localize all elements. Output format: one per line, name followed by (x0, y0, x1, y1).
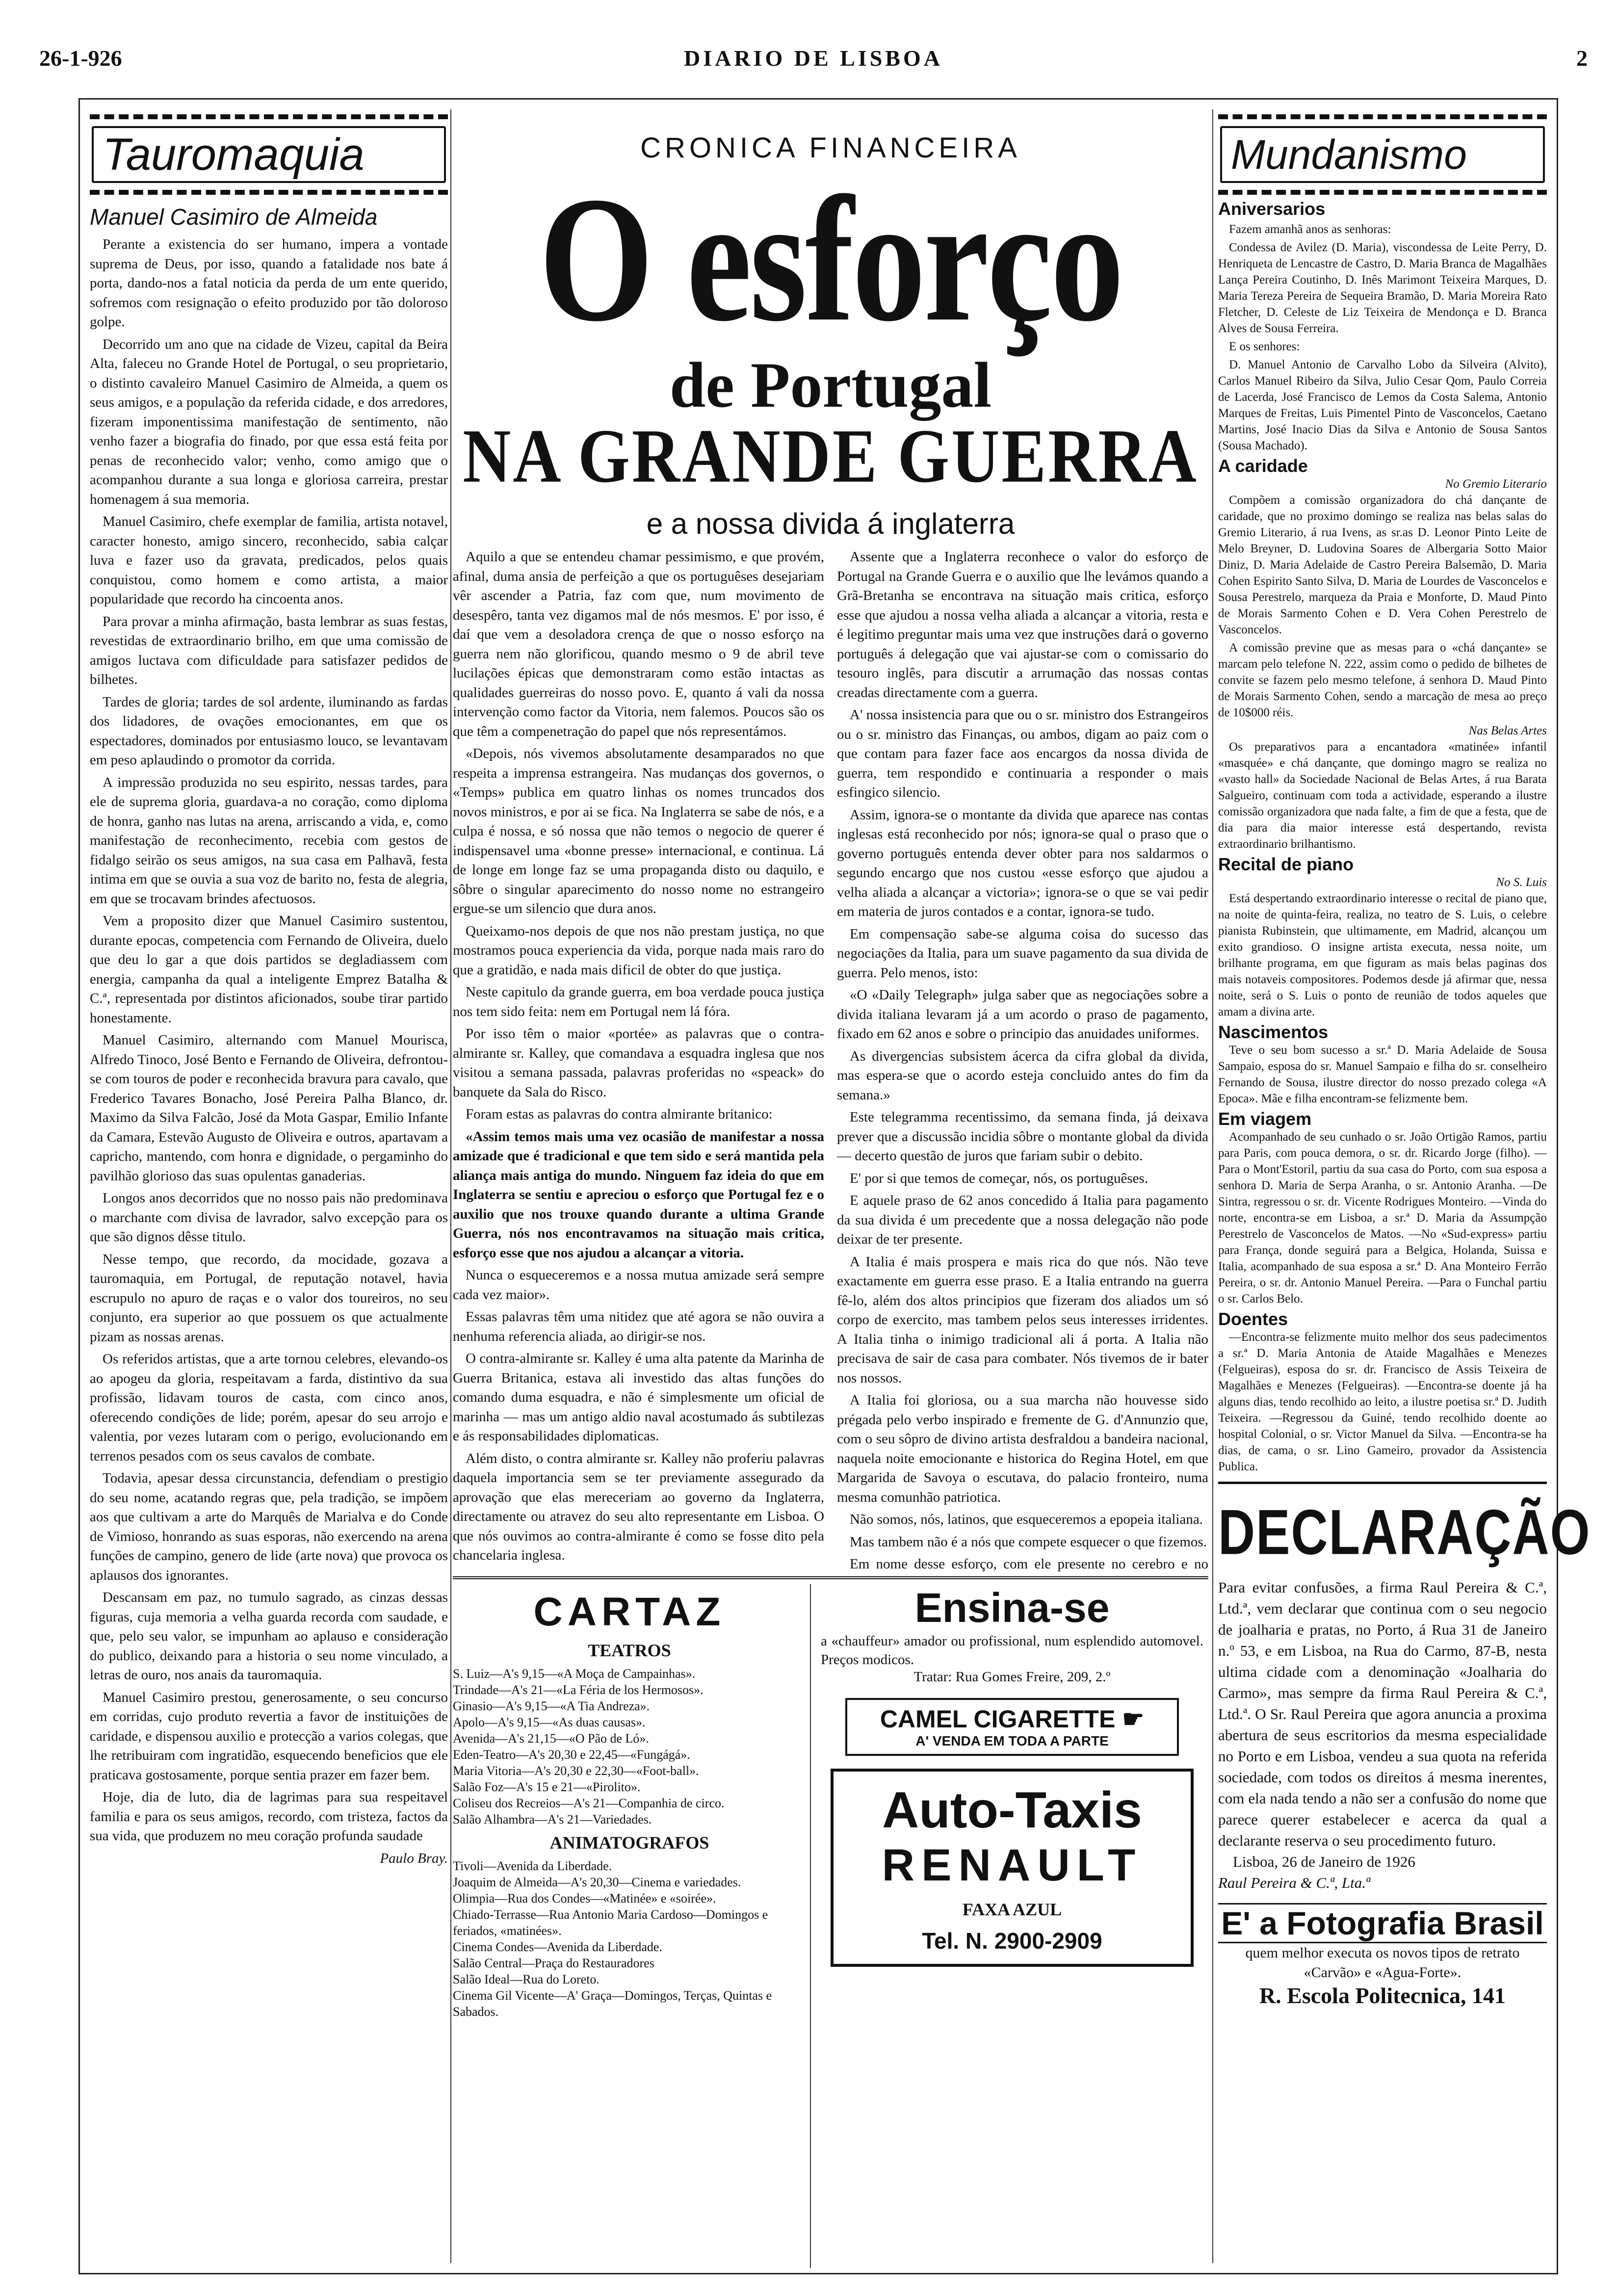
tauromaquia-byline: Manuel Casimiro de Almeida (90, 204, 378, 230)
declaracao-date: Lisboa, 26 de Janeiro de 1926 (1233, 1853, 1415, 1870)
paragraph: Todavia, apesar dessa circunstancia, defendiam o prestigio do seu nome, acatando regras que, pela tradição, se impõem aos que cultivam a arte do Marquês de Marialva e do Conde de Vimioso, honrando as suas esporas, não exercendo na arena funções de campino, genero de lide (arte nova) que provoca os aplausos dos ignorantes. (90, 1470, 448, 1583)
recital-place: No S. Luis (1496, 876, 1547, 889)
list-item: Ginasio—A's 9,15—«A Tia Andreza». (453, 1699, 650, 1713)
paragraph: A' nossa insistencia para que ou o sr. ministro dos Estrangeiros ou o sr. ministro das Finanças, ou ambos, digam ao paiz com o que contam para fazer face aos encargos da nossa divida de guerra, tem respondido e continuaria a responder o mais esfingico silencio. (837, 707, 1208, 800)
paragraph: E aquele praso de 62 anos concedido á Italia para pagamento da sua divida é um precedente que a nossa delegação não pode deixar de ter presente. (837, 1193, 1208, 1247)
paragraph: Aquilo a que se entendeu chamar pessimismo, e que provém, afinal, duma ansia de perfeição a que os portuguêses desejariam vêr ascender a Patria, faz com que, num movimento de desespêro, tanta vez digamos mal de nós mesmos. E' por isso, é daí que vem a desoladora crença de que o nosso esforço na guerra nem não glorificou, quando mesmo o 9 de abril teve lucilações épicas que demonstraram como estão intactas as qualidades guerreiras do nosso povo. E, quanto á vali da nossa intervenção como factor da Vitoria, nem falemos. Poucos são os que têm a compenetração do papel que nós representámos. (453, 549, 824, 739)
list-item: Avenida—A's 21,15—«O Pão de Ló». (453, 1731, 649, 1746)
list-item: Joaquim de Almeida—A's 20,30—Cinema e variedades. (453, 1875, 741, 1889)
mundanismo-section-box (1218, 114, 1547, 195)
list-item: Cinema Gil Vicente—A' Graça—Domingos, Terças, Quintas e Sabados. (453, 1988, 772, 2019)
tauromaquia-heading: Tauromaquia (92, 126, 446, 183)
paragraph: Manuel Casimiro, alternando com Manuel Mourisca, Alfredo Tinoco, José Bento e Fernando de Oliveira, defrontou-se com touros de poder e reconhecida bravura para cavalo, que Frederico Tavares Bonacho, José Pereira Palha Blanco, dr. Maximo da Silva Falcão, José da Mota Gaspar, Emilio Infante da Camara, Estevão Augusto de Oliveira e outros, apartavam a capricho, mantendo, com honra e dignidade, o pergaminho do pavilhão glorioso das suas opulentas ganaderias. (90, 1032, 448, 1184)
cronica-right-column (837, 548, 1208, 1596)
paragraph: E os senhores: (1229, 340, 1300, 353)
cartaz-title: CARTAZ (533, 1590, 726, 1634)
list-item: S. Luiz—A's 9,15—«A Moça de Campainhas». (453, 1667, 696, 1681)
doentes-heading: Doentes (1218, 1309, 1288, 1329)
paragraph: Nesse tempo, que recordo, da mocidade, gozava a tauromaquia, em Portugal, de reputação notavel, havia escrupulo no apuro de raças e o valor dos toureiros, no seu conjunto, era superior ao que possuem os que actualmente pizam as nossas arenas. (90, 1251, 448, 1345)
cronica-body (453, 548, 1208, 1596)
list-item: Salão Ideal—Rua do Loreto. (453, 1972, 600, 1986)
auto-taxis-phone: Tel. N. 2900-2909 (922, 1928, 1102, 1954)
page-frame (78, 98, 1591, 2274)
headline-esforco: O esforço (539, 159, 1122, 359)
renault-brand: RENAULT (882, 1840, 1143, 1890)
teatros-list (453, 1666, 806, 1827)
column-rule (810, 1584, 811, 2268)
auto-taxis-ad (831, 1769, 1194, 1967)
camel-subtitle: A' VENDA EM TODA A PARTE (915, 1733, 1109, 1748)
tauromaquia-column (90, 100, 448, 2273)
paragraph: Está despertando extraordinario interesse o recital de piano que, na noite de quinta-feira, realiza, no teatro de S. Luis, o celebre pianista Rubinstein, que ultimamente, em Madrid, alcançou um exito grandioso. O insigne artista executa, nessa noite, um brilhante programa, em que figuram as mais belas paginas dos mais notaveis compositores. Podemos desde já afirmar que, nessa noite, será o S. Luis o ponto de reunião de todos aqueles que amam a divina arte. (1218, 892, 1547, 1018)
masthead-title: DIARIO DE LISBOA (684, 46, 943, 71)
divider (1218, 1482, 1547, 1484)
paragraph: Assente que a Inglaterra reconhece o valor do esforço de Portugal na Grande Guerra e o auxilio que lhe levámos quando a Grã-Bretanha se encontrava na situação mais critica, esforço esse que ajudou a nossa velha aliada a alcançar a vitoria, resta e é legitimo preguntar mais uma vez que instruções dará o governo português á delegação que vai ajustar-se com o comissario do tesouro inglês, para discutir a arrumação das nossas contas creadas directamente com a guerra. (837, 549, 1208, 701)
recital-heading: Recital de piano (1218, 854, 1354, 874)
paragraph: Por isso têm o maior «portée» as palavras que o contra-almirante sr. Kalley, que comandava a esquadra inglesa que nos visitou a semana passada, palavras proferidas no «speack» do banquete da Sala do Risco. (453, 1026, 824, 1100)
teatros-label: TEATROS (588, 1641, 671, 1660)
paragraph: Teve o seu bom sucesso a sr.ª D. Maria Adelaide de Sousa Sampaio, esposa do sr. Manuel Sampaio e filha do sr. conselheiro Fernando de Sousa, ilustre director do nosso prezado colega «A Epoca». Mãe e filha encontram-se felizmente bem. (1218, 1044, 1547, 1105)
paragraph: A Italia é mais prospera e mais rica do que nós. Não teve exactamente em guerra esse praso. E a Italia entrando na guerra fê-lo, além dos altos principios que fizeram dos aliados um só corpo de exercito, mas tambem pelos seus interesses irridentes. A Italia tinha o inimigo tradicional ali á porta. A Italia não precisava de sair de casa para combater. Nós tivemos de ir bater nos nossos. (837, 1253, 1208, 1386)
ensina-title: Ensina-se (914, 1585, 1110, 1631)
paragraph: Longos anos decorridos que no nosso pais não predominava o marchante com divisa de lavrador, salvo excepção para os que são dignos dêsse titulo. (90, 1190, 448, 1245)
paragraph: Acompanhado de seu cunhado o sr. João Ortigão Ramos, partiu para Paris, com pouca demora, o sr. dr. Ricardo Jorge (filho). —Para o Mont'Estoril, partiu da sua casa do Porto, com sua esposa a senhora D. Maria de Serpa Aranha, o sr. Antonio Aranha. —De Sintra, regressou o sr. dr. Vicente Rodrigues Monteiro. —Vinda do norte, encontra-se em Lisboa, a sr.ª D. Maria da Assumpção Perestrelo de Vasconcelos de Matos. —No «Sud-express» partiu para França, donde seguirá para a Belgica, Holanda, Suissa e Italia, acompanhado de sua esposa a sr.ª D. Ana Monteiro Ferrão Pereira, o sr. dr. Antonio Manuel Pereira. —Para o Funchal partiu o sr. Carlos Belo. (1218, 1130, 1547, 1305)
list-item: Coliseu dos Recreios—A's 21—Companhia de circo. (453, 1796, 725, 1810)
paragraph: As divergencias subsistem ácerca da cifra global da divida, mas espera-se que o acordo esteja concluido antes do fim da semana.» (837, 1048, 1208, 1103)
advertisement-row (453, 1576, 1208, 2273)
paragraph: Para provar a minha afirmação, basta lembrar as suas festas, revestidas de extraordinario brilho, em que uma comissão de amigos luctava com dificuldade para satisfazer pedidos de bilhetes. (90, 613, 448, 687)
paragraph: A impressão produzida no seu espirito, nessas tardes, para ele de suprema gloria, guardava-a no coração, como diploma de honra, ganho nas lutas na arena, arriscando a vida, e, como manifestação de reconhecimento, recebia com gestos de fidalgo seirão os seus amigos, na sua casa em Palhavã, festa intima em que se ouvia a sua voz de barito no, festa de alegria, em que se trocavam brindes afectuosos. (90, 774, 448, 907)
paragraph: «Assim temos mais uma vez ocasião de manifestar a nossa amizade que é tradicional e que tem sido e será mantida pela aliança mais antiga do mundo. Ninguem faz ideia do que em Inglaterra se sentiu e apreciou o esforço que Portugal fez e o auxilio que nos trouxe quando durante a ultima Grande Guerra, nós nos encontravamos na situação mais critica, esforço esse que nos ajudou a alcançar a vitoria. (453, 1128, 824, 1261)
paragraph: Foram estas as palavras do contra almirante britanico: (466, 1106, 773, 1122)
paragraph: O contra-almirante sr. Kalley é uma alta patente da Marinha de Guerra Britanica, estava ali investido das altas funções do comando duma esquadra, e não é simplesmente um oficial de marinha — mas um antigo aldio naval acostumado ás subtilezas e ás responsabilidades diplomaticas. (453, 1351, 824, 1444)
camel-title (852, 1705, 1172, 1733)
column-rule (450, 109, 451, 2263)
aniversarios-heading: Aniversarios (1218, 199, 1326, 219)
viagem-heading: Em viagem (1218, 1109, 1312, 1129)
belas-artes-place: Nas Belas Artes (1468, 724, 1547, 737)
paragraph: Não somos, nós, latinos, que esqueceremos a epopeia italiana. (850, 1512, 1203, 1527)
paragraph: Em nome desse esforço, com ele presente no cerebro e no (850, 1556, 1208, 1572)
paragraph: Hoje, dia de luto, dia de lagrimas para sua respeitavel familia e para os seus amigos, recordo, com tristeza, factos da sua vida, que produzem no meu coração profunda saudade (90, 1789, 448, 1844)
headline-portugal: de Portugal (669, 349, 992, 421)
paragraph: Assim, ignora-se o montante da divida que aparece nas contas inglesas está reconhecido por nós; ignora-se qual o praso que o governo português entenda dever obter para nos saldarmos o segundo encargo que nos custou «esse esforço que ajudou a velha aliada a alcançar a victoria»; ignora-se o que se vai pedir em materia de juros contados e a contar, ignora-se tudo. (837, 807, 1208, 919)
page-header (39, 45, 1588, 75)
declaracao-title: DECLARAÇÃO (1218, 1497, 1591, 1568)
list-item: Salão Alhambra—A's 21—Variedades. (453, 1812, 652, 1826)
paragraph: D. Manuel Antonio de Carvalho Lobo da Silveira (Alvito), Carlos Manuel Ribeiro da Silva, Julio Cesar Qom, Paulo Correia de Lacerda, José Francisco de Lemos da Costa Salema, Antonio Marques de Freitas, Luis Pimentel Pinto de Vasconcelos, Caetano Martins, José Inacio Dias da Silva e Antonio de Sousa Santos (Sousa Machado). (1218, 358, 1547, 452)
paragraph: Mas tambem não é a nós que compete esquecer o que fizemos. (850, 1534, 1207, 1550)
animatografos-label: ANIMATOGRAFOS (549, 1833, 709, 1852)
camel-ad (845, 1698, 1179, 1756)
column-rule (1212, 109, 1213, 2263)
fotografia-address: R. Escola Politecnica, 141 (1259, 1983, 1506, 2008)
ads-box (816, 1579, 1208, 1967)
paragraph: Em compensação sabe-se alguma coisa do sucesso das negociações da Italia, para um suave pagamento da sua divida de guerra. Pelo menos, isto: (837, 926, 1208, 981)
paragraph: E' por si que temos de começar, nós, os portuguêses. (850, 1170, 1148, 1186)
tauromaquia-body (90, 235, 448, 1868)
paragraph: Tardes de gloria; tardes de sol ardente, iluminando as fardas dos lidadores, de ovações emocionantes, em que os espectadores, dominados por entusiasmo louco, se levantavam em peso aplaudindo o promotor da corrida. (90, 694, 448, 768)
list-item: Salão Foz—A's 15 e 21—«Pirolito». (453, 1780, 641, 1794)
cronica-kicker: CRONICA FINANCEIRA (640, 132, 1021, 164)
list-item: Trindade—A's 21—«La Féria de los Hermosos». (453, 1683, 704, 1697)
paragraph: Neste capitulo da grande guerra, em boa verdade pouca justiça nos tem sido feita: nem em Portugal nem lá fóra. (453, 984, 824, 1019)
list-item: Apolo—A's 9,15—«As duas causas». (453, 1715, 646, 1729)
headline-grande-guerra: NA GRANDE GUERRA (463, 414, 1199, 499)
paragraph: «O «Daily Telegraph» julga saber que as negociações sobre a divida italiana levaram já a um acordo o praso de pagamento, fixado em 62 anos e sobre o principio das anuidades uniformes. (837, 987, 1208, 1042)
ensina-contact: Tratar: Rua Gomes Freire, 209, 2.º (913, 1669, 1111, 1685)
paragraph: Condessa de Avilez (D. Maria), viscondessa de Leite Perry, D. Henriqueta de Lencastre de Castro, D. Maria Branca de Magalhães Lança Pereira Coutinho, D. Inês Marimont Teixeira Marques, D. Maria Tereza Pereira de Sequeira Bramão, D. Maria Moreira Rato Fletcher, D. Celeste de Liz Teixeira de Mendonça e D. Branca Alves de Sousa Ferreira. (1218, 241, 1547, 335)
paragraph: Manuel Casimiro, chefe exemplar de familia, artista notavel, caracter honesto, amigo sincero, reconhecido, sabia calçar luva e fazer uso da gravata, predicados, pelos quais conquistou, como homem e como artista, a maior popularidade que recordo ha cincoenta anos. (90, 514, 448, 607)
pointing-hand-icon: ☛ (1122, 1705, 1145, 1733)
nascimentos-heading: Nascimentos (1218, 1022, 1329, 1042)
ensina-text: a «chauffeur» amador ou profissional, num esplendido automovel. Preços modicos. (821, 1633, 1203, 1668)
paragraph: Vem a proposito dizer que Manuel Casimiro sustentou, durante epocas, competencia com Fernando de Oliveira, duelo que deu lo gar a que dois partidos se degladiassem com energia, campanha da qual a inteligente Emprez Batalha & C.ª, representada por distintos aficionados, soube tirar partido honestamente. (90, 913, 448, 1026)
animatografos-list (453, 1858, 806, 2020)
auto-taxis-title: Auto-Taxis (882, 1782, 1142, 1839)
faxa-azul: FAXA AZUL (962, 1900, 1062, 1919)
paragraph: Descansam em paz, no tumulo sagrado, as cinzas dessas figuras, cuja memoria a velha guarda recorda com saudade, e que, pelo seu valor, se impunham ao aplauso e consideração do publico, deixando para a historia o seu nome vinculado, a letras de ouro, nos anais da tauromaquia. (90, 1590, 448, 1683)
cartaz-box (453, 1579, 806, 2020)
list-item: Eden-Teatro—A's 20,30 e 22,45—«Fungágá». (453, 1748, 690, 1762)
fotografia-title: E' a Fotografia Brasil (1218, 1903, 1547, 1943)
cronica-subhead: e a nossa divida á inglaterra (646, 507, 1015, 540)
camel-title-text: CAMEL CIGARETTE (880, 1705, 1116, 1733)
paragraph: Nunca o esqueceremos e a nossa mutua amizade será sempre cada vez maior». (453, 1267, 824, 1303)
mundanismo-heading: Mundanismo (1220, 126, 1545, 183)
paragraph: —Encontra-se felizmente muito melhor dos seus padecimentos a sr.ª D. Maria Antonia de Ataide Magalhães e Menezes (Felgueiras), esposa do sr. dr. Francisco de Assis Teixeira de Magalhães e Menezes (Felgueiras). —Encontra-se doente já ha alguns dias, tendo recolhido ao leito, a ilustre poetisa sr.ª D. Judith Teixeira. —Regressou da Guiné, tendo recolhido doente ao hospital Colonial, o sr. Victor Manuel da Silva. —Encontra-se ha dias, de cama, o sr. Lino Gameiro, provador da Assistencia Publica. (1218, 1331, 1547, 1473)
paragraph: A Italia foi gloriosa, ou a sua marcha não houvesse sido prégada pelo verbo inspirado e fremente de G. d'Annunzio que, com o seu sôpro de divino artista desfraldou a bandeira nacional, naquela noite emocionante e historica do Regina Hotel, em que Margarida de Savoya o escutava, do palacio fronteiro, numa mesma comunhão patriotica. (837, 1392, 1208, 1505)
declaracao-text: Para evitar confusões, a firma Raul Pereira & C.ª, Ltd.ª, vem declarar que continua com o seu negocio de joalharia e pratas, no Porto, á Rua 31 de Janeiro n.º 53, e em Lisboa, na Rua do Carmo, 87-B, nesta ultima cidade com a denominação «Joalharia do Carmo», mas sempre da firma Raul Pereira & C.ª, Ltd.ª. O Sr. Raul Pereira que agora anuncia a proxima abertura de seus escritorios da mesma especialidade no Porto e em Lisboa, vendeu a sua quota na referida sociedade, com todos os direitos á mesma inerentes, com ela nada tendo a não ser a confusão do nome que parece querer estabelecer e acerca da qual a declarante reserva o seu procedimento futuro. (1218, 1579, 1547, 1849)
paragraph: A comissão previne que as mesas para o «chá dançante» se marcam pelo telefone N. 222, assim como o pedido de bilhetes de convite se fazem pelo mesmo telefone, á senhora D. Maud Pinto de Morais Sarmento Cohen, sendo a marcação de mesa ao preço de 10$000 réis. (1218, 641, 1547, 719)
tauromaquia-signature: Paulo Bray. (380, 1850, 448, 1866)
paragraph: Além disto, o contra almirante sr. Kalley não proferiu palavras daquela importancia sem se ter previamente assegurado da aprovação que elas mereceriam ao governo da Inglaterra, directamente ou atravez do seu alto representante em Lisboa. O que nós ouvimos ao contra-almirante é como se fosse dito pela chancelaria inglesa. (453, 1450, 824, 1563)
cronica-left-column (453, 548, 824, 1596)
paragraph: «Depois, nós vivemos absolutamente desamparados no que respeita a imprensa estrangeira. Nas mudanças dos governos, o «Temps» publica em quatro linhas os nomes truncados dos novos ministros, e por ai se fica. Na Inglaterra se sabe de nós, e a culpa é nossa, e só nossa que não temos o negocio de querer é indispensavel uma «bonne presse» internacional, e continua. Lá de longe em longe faz se uma propaganda disto ou daquilo, e sôbre o singular aparecimento do nosso nome no estrangeiro ergue-se um silencio que dura anos. (453, 746, 824, 916)
paragraph: Os preparativos para a encantadora «matinée» infantil «masquée» e chá dançante, que domingo magro se realiza no «vasto hall» da Sociedade Nacional de Belas Artes, á rua Barata Salgueiro, continuam com toda a actividade, esperando a ilustre comissão organizadora que nada falte, a fim de que a festa, que de dia para dia maior interesse está despertando, revista extraordinario brilhantismo. (1218, 740, 1547, 851)
paragraph: Fazem amanhã anos as senhoras: (1229, 223, 1391, 236)
paragraph: Este telegramma recentissimo, da semana finda, já deixava prever que a discussão incidia sôbre o montante global da divida — decerto questão de juros que fariam subir o debito. (837, 1109, 1208, 1164)
caridade-heading: A caridade (1218, 456, 1308, 476)
list-item: Olimpia—Rua dos Condes—«Matinée» e «soirée». (453, 1891, 716, 1905)
paragraph: Compõem a comissão organizadora do chá dançante de caridade, que no proximo domingo se realiza nas belas salas do Gremio Literario, á rua Ivens, as sr.as D. Leonor Pinto Leite de Melo Breyner, D. Ludovina Soares de Albergaria Sotto Maior Diniz, D. Maria Adelaide de Castro Pereira Balsemão, D. Maria Cohen Espirito Santo Silva, D. Maria de Lourdes de Vasconcelos e Sousa Perestrelo, marqueza da Praia e Monforte, D. Maud Pinto de Morais Sarmento Cohen e D. Vera Cohen Perestrelo de Vasconcelos. (1218, 494, 1547, 636)
paragraph: Os referidos artistas, que a arte tornou celebres, elevando-os ao apogeu da gloria, respeitavam a farda, distintivo da sua profissão, lidavam touros de casta, com cinco anos, oferecendo condições de lide; porém, apesar do seu arrojo e valentia, por vezes lutaram com o perigo, evolucionando em terrenos pesados com os seus cavalos de combate. (90, 1351, 448, 1464)
list-item: Cinema Condes—Avenida da Liberdade. (453, 1940, 662, 1954)
tauromaquia-section-box (90, 114, 448, 195)
cronica-column (453, 100, 1208, 2273)
page-number: 2 (1576, 46, 1588, 71)
paragraph: Essas palavras têm uma nitidez que até agora se não ouvira a nenhuma referencia aliada, ao dirigir-se nos. (453, 1309, 824, 1344)
caridade-place: No Gremio Literario (1445, 477, 1547, 491)
paragraph: Perante a existencia do ser humano, impera a vontade suprema de Deus, por isso, quando a fatalidade nos bate á porta, dando-nos a fatal noticia da perda de um ente querido, sofremos com resignação o efeito produzido por tão doloroso golpe. (90, 236, 448, 330)
mundanismo-body (1218, 221, 1547, 1475)
paragraph: Decorrido um ano que na cidade de Vizeu, capital da Beira Alta, faleceu no Grande Hotel de Portugal, o seu proprietario, o distinto cavaleiro Manuel Casimiro de Almeida, a quem os seus amigos, e a população da referida cidade, e dos arredores, fizeram imponentissima manifestação de sentimento, não venho fazer a biografia do finado, por que essa está feita por penas de reconhecido valor; venho, como amigo que o acompanhou durante a sua longa e gloriosa carreira, prestar homenagem á sua memoria. (90, 336, 448, 507)
fotografia-text: quem melhor executa os novos tipos de retrato «Carvão» e «Agua-Forte». (1245, 1945, 1520, 1981)
issue-date: 26-1-926 (39, 46, 122, 71)
declaracao-signature: Raul Pereira & C.ª, Lta.ª (1218, 1874, 1370, 1891)
paragraph: Queixamo-nos depois de que nos não prestam justiça, no que mostramos pouca experiencia da vida, porque nada mais raro do que a gratidão, e nada mais dificil de obter do que justiça. (453, 923, 824, 978)
list-item: Tivoli—Avenida da Liberdade. (453, 1859, 612, 1873)
list-item: Chiado-Terrasse—Rua Antonio Maria Cardoso—Domingos e feriados, «matinées». (453, 1907, 768, 1938)
mundanismo-column (1218, 100, 1591, 2273)
paragraph: Manuel Casimiro prestou, generosamente, o seu concurso em corridas, cujo produto revertia a favor de instituições de caridade, e dispensou auxilio e protecção a varios colegas, que lhe retribuiram com ingratidão, esquecendo beneficios que ele praticava gostosamente, porque sentia prazer em fazer bem. (90, 1689, 448, 1783)
list-item: Salão Central—Praça do Restauradores (453, 1956, 654, 1970)
list-item: Maria Vitoria—A's 20,30 e 22,30—«Foot-ball». (453, 1764, 699, 1778)
